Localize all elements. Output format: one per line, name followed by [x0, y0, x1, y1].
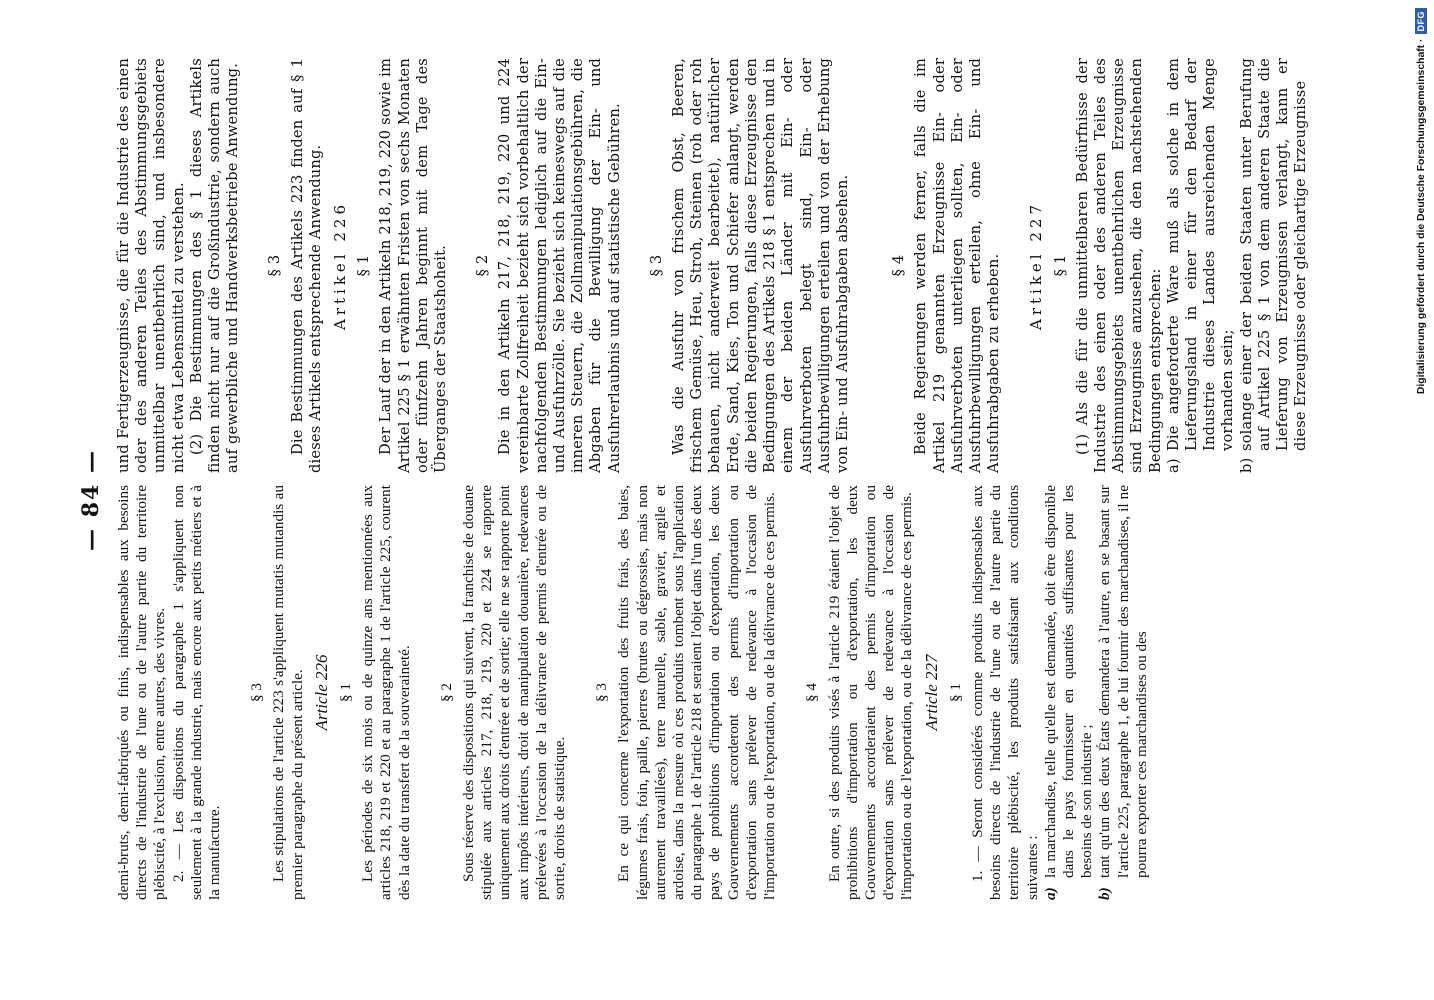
de-paragraph: Was die Ausfuhr von frischem Obst, Beeren, frischem Gemüse, Heu, Stroh, Steinen (roh oder roh behauen, nicht anderweit bearbeitet), natürlicher Erde, Sand, Kies, Ton und Schiefer anlangt, werden die beiden Regierungen, falls diese Erzeugnisse den Bedingungen des Artikels 218 § 1 entsprechen und in einem der beiden Länder mit Ein- oder Ausfuhrverboten belegt sind, Ein- oder Ausfuhrbewilligungen erteilen und von der Erhebung von Ein- und Ausfuhrabgaben absehen. — [670, 58, 851, 473]
fr-section-heading: § 3 — [248, 683, 266, 702]
fr-section-heading: § 1 — [337, 683, 355, 702]
de-paragraph: Beide Regierungen werden ferner, falls die im Artikel 219 genannten Erzeugnisse Ein- oder Ausfuhrverboten unterliegen sollten, Ein- oder Ausfuhrbewilligungen erteilen, ohne Ein- und Ausfuhrabgaben zu erheben. — [912, 58, 1003, 473]
de-section-heading: § 1 — [355, 254, 373, 277]
fr-paragraph: demi-bruts, demi-fabriqués ou finis, indispensables aux besoins directs de l'industrie de l'une ou de l'autre partie du territoire plébiscité, à l'exclusion, entre autres, des vivres. — [115, 485, 169, 900]
fr-paragraph: En ce qui concerne l'exportation des fruits frais, des baies, légumes frais, foin, paille, pierres (brutes ou dégrossies, mais non autrement travaillées), terre naturelle, sable, gravier, argile et ardoise, dans la mesure où ces produits tombent sous l'application du paragraphe 1 de l'article 218 et seraient l'objet dans l'un des deux pays de prohibitions d'importation ou d'exportation, les deux Gouvernements accorderont des permis d'importation ou d'exportation sans prélever de redevance à l'occasion de l'importation ou de l'exportation, ou de la délivrance de ces permis. — [615, 485, 779, 900]
digitization-credit — [1410, 8, 1432, 395]
de-list-item — [1165, 58, 1238, 473]
de-list-marker: a) — [1164, 458, 1182, 473]
de-paragraph: Die Bestimmungen des Artikels 223 finden auf § 1 dieses Artikels entsprechende Anwendung. — [288, 58, 324, 473]
de-section-heading: § 3 — [266, 254, 284, 277]
de-article-heading: Artikel 227 — [1027, 201, 1046, 330]
de-section-heading: § 3 — [647, 254, 665, 277]
fr-paragraph: Les stipulations de l'article 223 s'appliquent mutatis mutandis au premier paragraphe du présent article. — [270, 485, 306, 900]
fr-list-item — [1096, 485, 1151, 900]
fr-paragraph: 1. — Seront considérés comme produits indispensables aux besoins directs de l'industrie de l'une ou de l'autre partie du territoire plébiscité, les produits satisfaisant aux conditions suivantes : — [968, 485, 1041, 900]
fr-section-heading: § 3 — [593, 683, 611, 702]
fr-paragraph: Sous réserve des dispositions qui suivent, la franchise de douane stipulée aux articles 217, 218, 219, 220 et 224 se rapporte uniquement aux droits d'entrée et de sortie; elle ne se rapporte point aux impôts intérieurs, droit de manipulation douanière, redevances prélevées à l'occasion de la délivrance de permis d'entrée ou de sortie, droits de statistique. — [460, 485, 569, 900]
dfg-logo: DFG — [1415, 8, 1427, 35]
fr-section-heading: § 2 — [437, 683, 455, 702]
fr-list-marker: a) — [1041, 887, 1059, 900]
fr-paragraph: 2. — Les dispositions du paragraphe 1 s'appliquent non seulement à la grande industrie, mais encore aux petits métiers et à la manufacture. — [169, 485, 224, 900]
fr-list-item — [1042, 485, 1097, 900]
fr-section-heading: § 4 — [803, 683, 821, 702]
fr-list-marker: b) — [1096, 887, 1114, 900]
german-column — [115, 58, 1310, 473]
de-paragraph: (1) Als die für die unmittelbaren Bedürfnisse der Industrie des einen oder des anderen Teiles des Abstimmungsgebiets unentbehrlichen Erzeugnisse sind Erzeugnisse anzusehen, die den nachstehenden Bedingungen entsprechen: — [1073, 58, 1164, 473]
fr-list-text: la marchandise, telle qu'elle est demandée, doit être disponible dans le pays fournisseur en quantités suffisantes pour les besoins de son industrie ; — [1041, 485, 1096, 878]
fr-paragraph: En outre, si des produits visés à l'article 219 étaient l'objet de prohibitions d'importation ou d'exportation, les deux Gouvernements accorderaient des permis d'importation ou d'exportation sans prélever de redevance à l'occasion de l'importation ou de l'exportation, ou de la délivrance de ces permis. — [825, 485, 916, 900]
de-paragraph: Die in den Artikeln 217, 218, 219, 220 und 224 vereinbarte Zollfreiheit bezieht sich vorbehaltlich der nachfolgenden Bestimmungen lediglich auf die Ein- und Ausfuhrzölle. Sie bezieht sich keineswegs auf die inneren Steuern, die Zollmanipulationsgebühren, die Abgaben für die Bewilligung der Ein- und Ausfuhrerlaubnis und auf statistische Gebühren. — [496, 58, 623, 473]
de-paragraph: Der Lauf der in den Artikeln 218, 219, 220 sowie im Artikel 225 § 1 erwähnten Fristen von sechs Monaten oder fünfzehn Jahren beginnt mit dem Tage des Überganges der Staatshoheit. — [377, 58, 450, 473]
de-list-text: Die angeforderte Ware muß als solche in dem Lieferungsland in einer für den Bedarf der Industrie dieses Landes ausreichenden Menge vorhanden sein; — [1164, 58, 1237, 451]
de-list-text: solange einer der beiden Staaten unter Berufung auf Artikel 225 § 1 von dem anderen Staate die Lieferung von Erzeugnissen verlangt, kann er diese Erzeugnisse oder gleichartige Erzeugnisse — [1237, 58, 1310, 451]
credit-text: Digitalisierung gefördert durch die Deutsche Forschungsgemeinschaft · — [1415, 38, 1427, 395]
page-number: — 84 — — [78, 449, 104, 551]
de-list-item — [1238, 58, 1311, 473]
fr-paragraph: Les périodes de six mois ou de quinze ans mentionnées aux articles 218, 219 et 220 et au paragraphe 1 de l'article 225, courent dès la date du transfert de la souveraineté. — [359, 485, 413, 900]
fr-section-heading: § 1 — [946, 683, 964, 702]
de-section-heading: § 1 — [1051, 254, 1069, 277]
fr-article-heading: Article 226 — [311, 654, 331, 731]
fr-list-text: tant qu'un des deux États demandera à l'autre, en se basant sur l'article 225, paragraphe 1, de lui fournir des marchandises, il ne pourra exporter ces marchandises ou des — [1096, 485, 1150, 878]
de-paragraph: und Fertigerzeugnisse, die für die Industrie des einen oder des anderen Teiles des Abstimmungsgebiets unmittelbar unentbehrlich sind, und insbesondere nicht etwa Lebensmittel zu verstehen. — [115, 58, 187, 473]
de-article-heading: Artikel 226 — [331, 201, 350, 330]
fr-article-heading: Article 227 — [921, 654, 941, 731]
de-list-marker: b) — [1237, 457, 1255, 473]
french-column — [115, 485, 1151, 900]
de-section-heading: § 2 — [474, 254, 492, 277]
de-paragraph: (2) Die Bestimmungen des § 1 dieses Artikels finden nicht nur auf die Großindustrie, sondern auch auf gewerbliche und Handwerksbetriebe Anwendung. — [187, 58, 242, 473]
de-section-heading: § 4 — [890, 254, 908, 277]
